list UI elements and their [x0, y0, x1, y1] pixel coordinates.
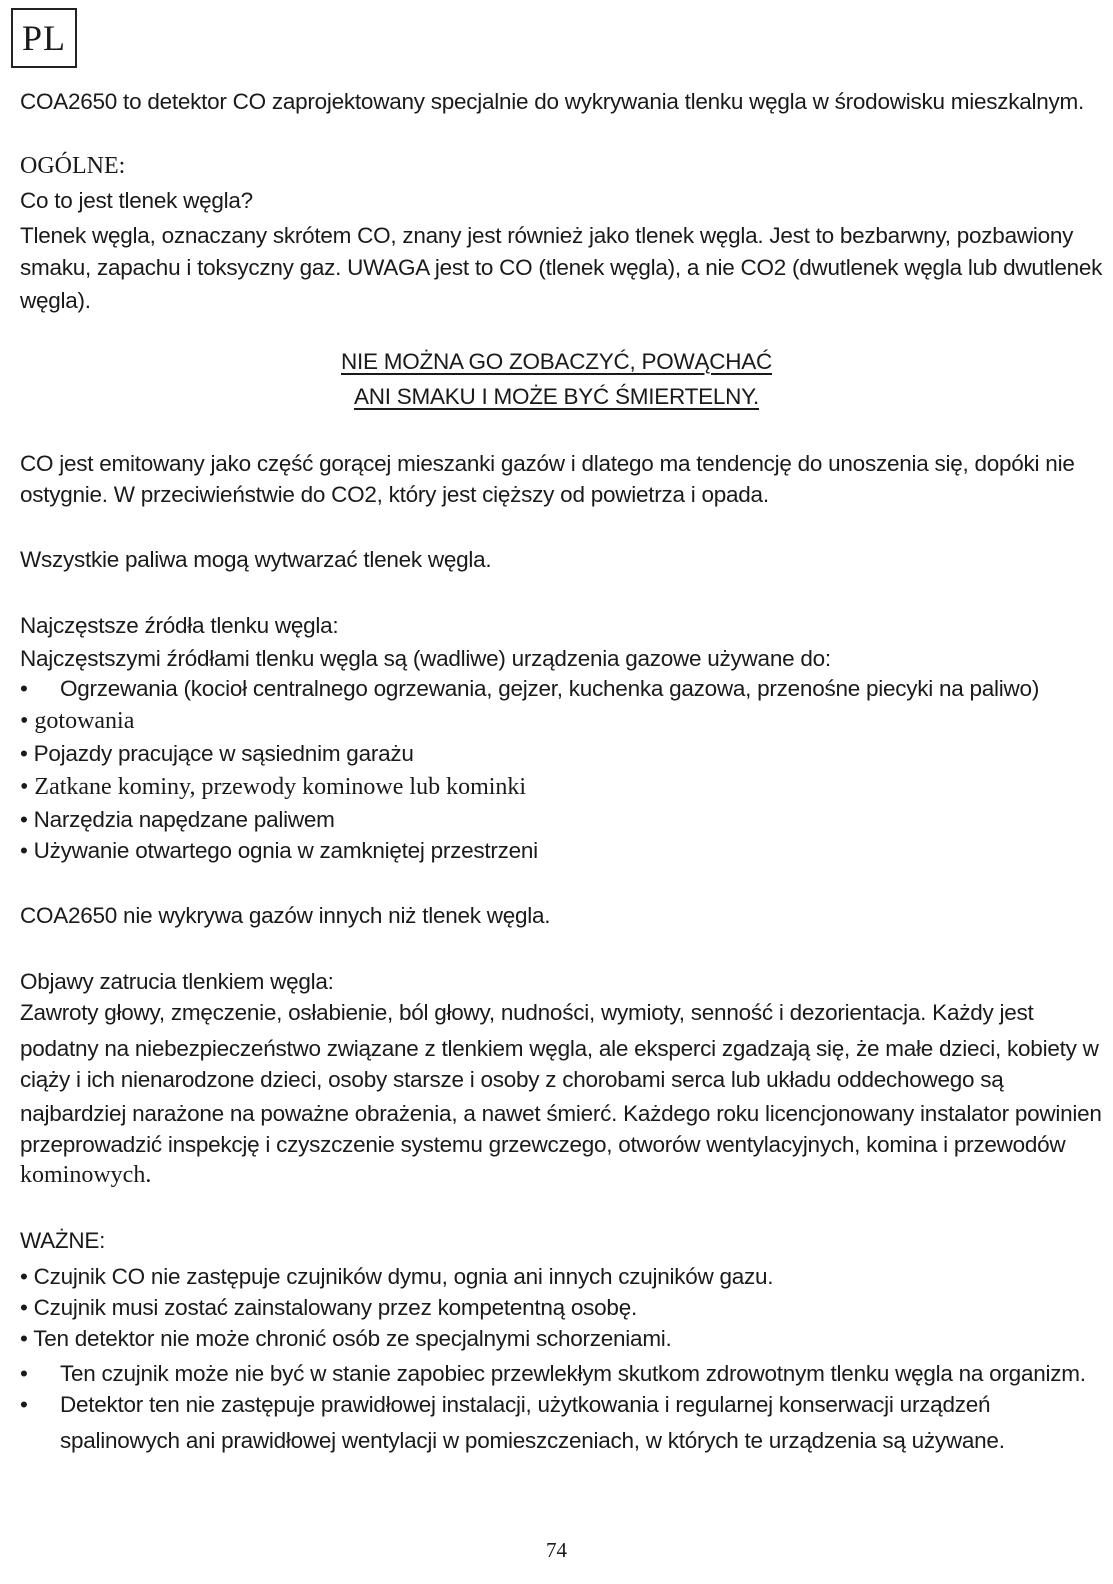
language-badge: PL — [11, 8, 77, 68]
list-item-text: Ogrzewania (kocioł centralnego ogrzewania, gejzer, kuchenka gazowa, przenośne piecyki na paliwo) — [60, 676, 1040, 701]
fuels-text: Wszystkie paliwa mogą wytwarzać tlenek węgla. — [20, 547, 492, 572]
warning-line: NIE MOŻNA GO ZOBACZYĆ, POWĄCHAĆ — [340, 349, 773, 374]
list-item — [20, 1323, 672, 1355]
symptoms-line: podatny na niebezpieczeństwo związane z tlenkiem węgla, ale eksperci zgadzają się, że małe dzieci, kobiety w — [20, 1036, 1099, 1061]
bullet: • — [20, 1392, 28, 1417]
list-item — [20, 673, 1039, 705]
symptoms-line: przeprowadzić inspekcję i czyszczenie systemu grzewczego, otworów wentylacyjnych, komina i przewodów — [20, 1132, 1066, 1157]
emission-line: CO jest emitowany jako część gorącej mieszanki gazów i dlatego ma tendencję do unoszenia się, dopóki nie — [20, 451, 1075, 476]
general-question: Co to jest tlenek węgla? — [20, 188, 253, 213]
bullet: • — [20, 1295, 28, 1320]
bullet: • — [20, 807, 28, 832]
sources-intro: Najczęstszymi źródłami tlenku węgla są (wadliwe) urządzenia gazowe używane do: — [20, 646, 831, 671]
list-item-continuation: spalinowych ani prawidłowej wentylacji w pomieszczeniach, w których te urządzenia są używane. — [60, 1428, 1005, 1453]
general-heading: OGÓLNE: — [20, 153, 126, 179]
list-item — [20, 1261, 773, 1293]
bullet: • — [20, 1326, 28, 1351]
list-item — [20, 1358, 1086, 1390]
list-item — [20, 835, 538, 867]
list-item-text: Czujnik musi zostać zainstalowany przez kompetentną osobę. — [33, 1295, 637, 1320]
symptoms-line: Zawroty głowy, zmęczenie, osłabienie, ból głowy, nudności, wymioty, senność i dezorientacja. Każdy jest — [20, 1000, 1034, 1025]
important-heading: WAŻNE: — [20, 1228, 106, 1253]
general-line: węgla). — [20, 288, 91, 313]
list-item — [20, 771, 526, 803]
list-item-text: Ten czujnik może nie być w stanie zapobiec przewlekłym skutkom zdrowotnym tlenku węgla na organizm. — [60, 1361, 1086, 1386]
not-detect-text: COA2650 nie wykrywa gazów innych niż tlenek węgla. — [20, 903, 551, 928]
list-item — [20, 804, 335, 836]
bullet: • — [20, 708, 29, 734]
list-item-text: Narzędzia napędzane paliwem — [33, 807, 335, 832]
emission-line: ostygnie. W przeciwieństwie do CO2, który jest cięższy od powietrza i opada. — [20, 482, 769, 507]
bullet: • — [20, 741, 28, 766]
symptoms-heading: Objawy zatrucia tlenkiem węgla: — [20, 969, 334, 994]
general-line: smaku, zapachu i toksyczny gaz. UWAGA jest to CO (tlenek węgla), a nie CO2 (dwutlenek węgla lub dwutlenek — [20, 255, 1103, 280]
list-item — [20, 1292, 637, 1324]
symptoms-line: kominowych. — [20, 1162, 152, 1188]
sources-heading: Najczęstsze źródła tlenku węgla: — [20, 613, 339, 638]
list-item — [20, 1389, 990, 1421]
intro-text: COA2650 to detektor CO zaprojektowany specjalnie do wykrywania tlenku węgla w środowisku mieszkalnym. — [20, 89, 1084, 114]
list-item-text: Ten detektor nie może chronić osób ze specjalnymi schorzeniami. — [33, 1326, 672, 1351]
bullet: • — [20, 1361, 28, 1386]
bullet: • — [20, 774, 29, 800]
bullet: • — [20, 1264, 28, 1289]
list-item — [20, 738, 414, 770]
symptoms-line: najbardziej narażone na poważne obrażenia, a nawet śmierć. Każdego roku licencjonowany instalator powinien — [20, 1101, 1102, 1126]
list-item-text: Czujnik CO nie zastępuje czujników dymu, ognia ani innych czujników gazu. — [33, 1264, 774, 1289]
list-item-text: Pojazdy pracujące w sąsiednim garażu — [33, 741, 414, 766]
list-item-text: Zatkane kominy, przewody kominowe lub kominki — [34, 774, 527, 800]
list-item-text: Detektor ten nie zastępuje prawidłowej instalacji, użytkowania i regularnej konserwacji urządzeń — [60, 1392, 991, 1417]
bullet: • — [20, 676, 28, 701]
page-number: 74 — [546, 1538, 567, 1562]
general-line: Tlenek węgla, oznaczany skrótem CO, znany jest również jako tlenek węgla. Jest to bezbarwny, pozbawiony — [20, 223, 1074, 248]
bullet: • — [20, 838, 28, 863]
warning-line: ANI SMAKU I MOŻE BYĆ ŚMIERTELNY. — [353, 384, 759, 409]
list-item — [20, 705, 134, 737]
symptoms-line: ciąży i ich nienarodzone dzieci, osoby starsze i osoby z chorobami serca lub układu oddechowego są — [20, 1067, 1004, 1092]
list-item-text: gotowania — [34, 708, 135, 734]
list-item-text: Używanie otwartego ognia w zamkniętej przestrzeni — [33, 838, 538, 863]
